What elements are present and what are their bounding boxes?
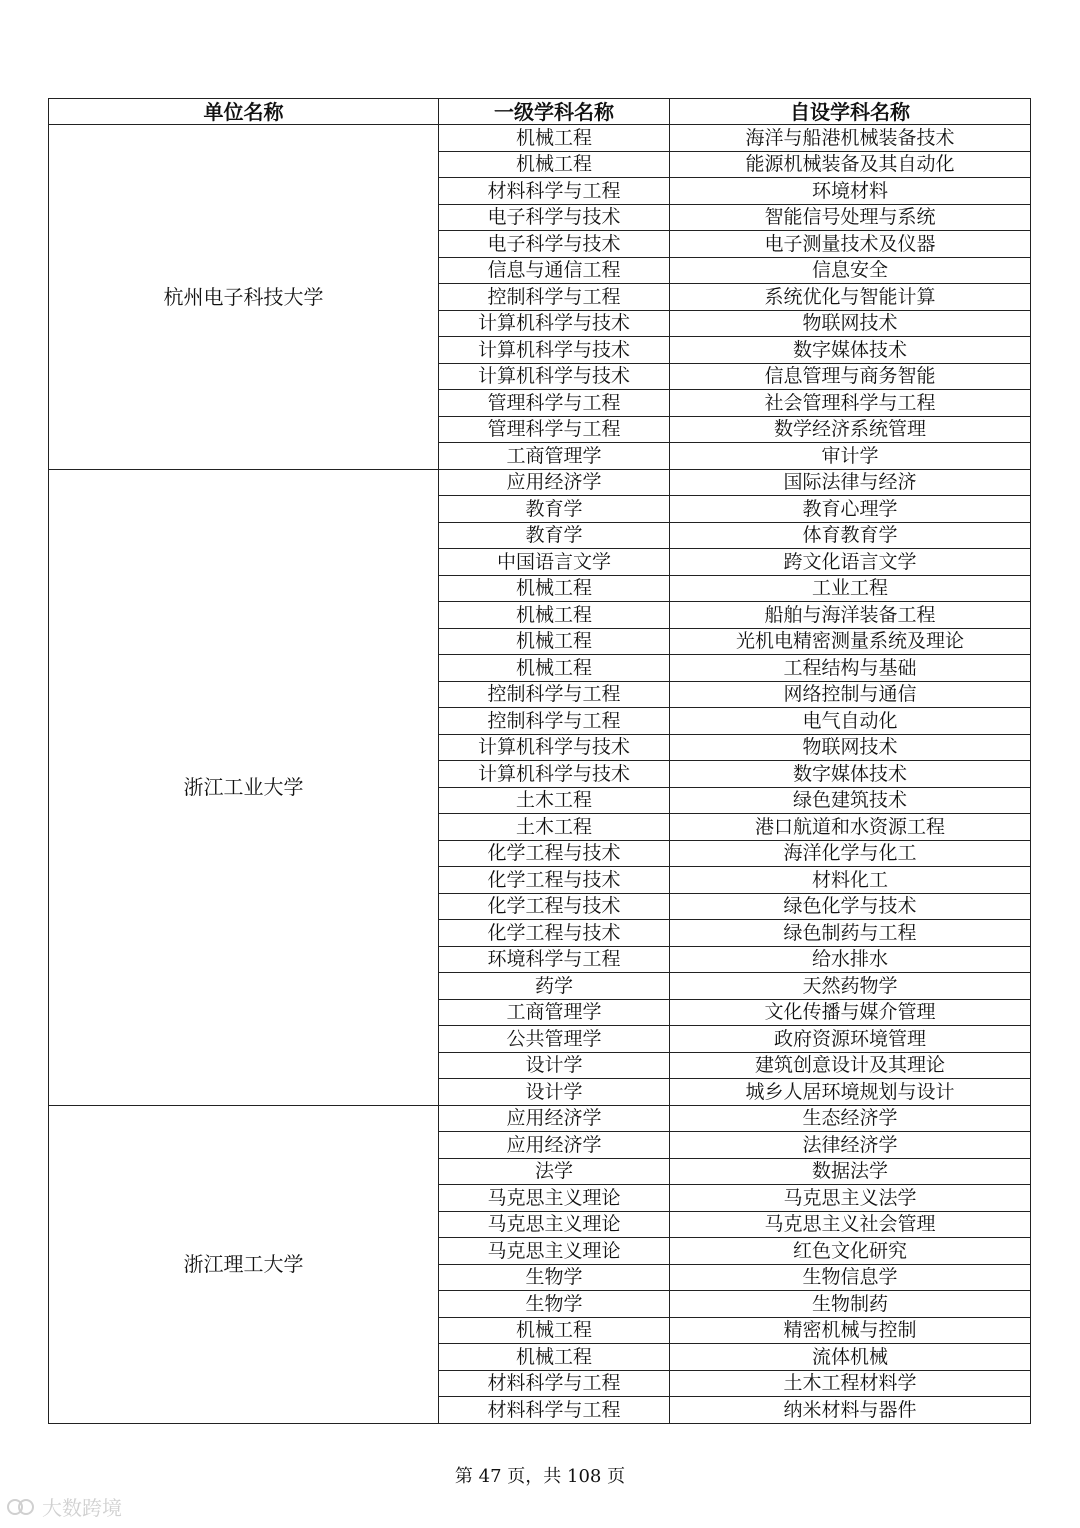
- unit-name-cell: 杭州电子科技大学: [49, 125, 439, 470]
- primary-discipline-cell: 计算机科学与技术: [439, 761, 670, 788]
- custom-discipline-cell: 政府资源环境管理: [670, 1026, 1031, 1053]
- custom-discipline-cell: 智能信号处理与系统: [670, 204, 1031, 231]
- custom-discipline-cell: 工业工程: [670, 575, 1031, 602]
- primary-discipline-cell: 机械工程: [439, 575, 670, 602]
- logo-icon: [6, 1496, 36, 1518]
- custom-discipline-cell: 生态经济学: [670, 1105, 1031, 1132]
- primary-discipline-cell: 中国语言文学: [439, 549, 670, 576]
- custom-discipline-cell: 光机电精密测量系统及理论: [670, 628, 1031, 655]
- custom-discipline-cell: 马克思主义法学: [670, 1185, 1031, 1212]
- primary-discipline-cell: 计算机科学与技术: [439, 337, 670, 364]
- primary-discipline-cell: 环境科学与工程: [439, 946, 670, 973]
- custom-discipline-cell: 数学经济系统管理: [670, 416, 1031, 443]
- primary-discipline-cell: 化学工程与技术: [439, 920, 670, 947]
- custom-discipline-cell: 信息管理与商务智能: [670, 363, 1031, 390]
- custom-discipline-cell: 船舶与海洋装备工程: [670, 602, 1031, 629]
- custom-discipline-cell: 法律经济学: [670, 1132, 1031, 1159]
- primary-discipline-cell: 生物学: [439, 1291, 670, 1318]
- custom-discipline-cell: 跨文化语言文学: [670, 549, 1031, 576]
- page-number: 第 47 页，共 108 页: [454, 1466, 626, 1487]
- primary-discipline-cell: 控制科学与工程: [439, 708, 670, 735]
- primary-discipline-cell: 生物学: [439, 1264, 670, 1291]
- primary-discipline-cell: 公共管理学: [439, 1026, 670, 1053]
- header-custom-discipline: 自设学科名称: [670, 99, 1031, 125]
- custom-discipline-cell: 港口航道和水资源工程: [670, 814, 1031, 841]
- primary-discipline-cell: 药学: [439, 973, 670, 1000]
- custom-discipline-cell: 文化传播与媒介管理: [670, 999, 1031, 1026]
- unit-name-cell: 浙江理工大学: [49, 1105, 439, 1423]
- primary-discipline-cell: 工商管理学: [439, 443, 670, 470]
- primary-discipline-cell: 计算机科学与技术: [439, 363, 670, 390]
- custom-discipline-cell: 物联网技术: [670, 310, 1031, 337]
- custom-discipline-cell: 流体机械: [670, 1344, 1031, 1371]
- custom-discipline-cell: 红色文化研究: [670, 1238, 1031, 1265]
- custom-discipline-cell: 网络控制与通信: [670, 681, 1031, 708]
- primary-discipline-cell: 信息与通信工程: [439, 257, 670, 284]
- custom-discipline-cell: 生物信息学: [670, 1264, 1031, 1291]
- custom-discipline-cell: 生物制药: [670, 1291, 1031, 1318]
- custom-discipline-cell: 天然药物学: [670, 973, 1031, 1000]
- primary-discipline-cell: 计算机科学与技术: [439, 734, 670, 761]
- primary-discipline-cell: 马克思主义理论: [439, 1185, 670, 1212]
- primary-discipline-cell: 设计学: [439, 1079, 670, 1106]
- primary-discipline-cell: 电子科学与技术: [439, 231, 670, 258]
- subject-table: [48, 98, 1031, 1424]
- custom-discipline-cell: 城乡人居环境规划与设计: [670, 1079, 1031, 1106]
- custom-discipline-cell: 给水排水: [670, 946, 1031, 973]
- watermark-text: 大数跨境: [42, 1496, 122, 1520]
- primary-discipline-cell: 化学工程与技术: [439, 893, 670, 920]
- primary-discipline-cell: 管理科学与工程: [439, 416, 670, 443]
- custom-discipline-cell: 体育教育学: [670, 522, 1031, 549]
- primary-discipline-cell: 材料科学与工程: [439, 178, 670, 205]
- primary-discipline-cell: 马克思主义理论: [439, 1238, 670, 1265]
- primary-discipline-cell: 机械工程: [439, 655, 670, 682]
- primary-discipline-cell: 机械工程: [439, 125, 670, 152]
- primary-discipline-cell: 法学: [439, 1158, 670, 1185]
- custom-discipline-cell: 国际法律与经济: [670, 469, 1031, 496]
- primary-discipline-cell: 控制科学与工程: [439, 284, 670, 311]
- custom-discipline-cell: 数字媒体技术: [670, 337, 1031, 364]
- header-unit: 单位名称: [49, 99, 439, 125]
- custom-discipline-cell: 建筑创意设计及其理论: [670, 1052, 1031, 1079]
- custom-discipline-cell: 数据法学: [670, 1158, 1031, 1185]
- table-row: [49, 125, 1031, 152]
- primary-discipline-cell: 应用经济学: [439, 469, 670, 496]
- primary-discipline-cell: 机械工程: [439, 1344, 670, 1371]
- primary-discipline-cell: 应用经济学: [439, 1132, 670, 1159]
- primary-discipline-cell: 控制科学与工程: [439, 681, 670, 708]
- primary-discipline-cell: 管理科学与工程: [439, 390, 670, 417]
- table-body: [49, 125, 1031, 1424]
- custom-discipline-cell: 信息安全: [670, 257, 1031, 284]
- custom-discipline-cell: 社会管理科学与工程: [670, 390, 1031, 417]
- primary-discipline-cell: 土木工程: [439, 814, 670, 841]
- custom-discipline-cell: 物联网技术: [670, 734, 1031, 761]
- primary-discipline-cell: 教育学: [439, 496, 670, 523]
- primary-discipline-cell: 材料科学与工程: [439, 1370, 670, 1397]
- primary-discipline-cell: 机械工程: [439, 151, 670, 178]
- custom-discipline-cell: 材料化工: [670, 867, 1031, 894]
- custom-discipline-cell: 绿色制药与工程: [670, 920, 1031, 947]
- primary-discipline-cell: 机械工程: [439, 628, 670, 655]
- primary-discipline-cell: 应用经济学: [439, 1105, 670, 1132]
- primary-discipline-cell: 化学工程与技术: [439, 840, 670, 867]
- custom-discipline-cell: 绿色化学与技术: [670, 893, 1031, 920]
- primary-discipline-cell: 土木工程: [439, 787, 670, 814]
- custom-discipline-cell: 数字媒体技术: [670, 761, 1031, 788]
- custom-discipline-cell: 绿色建筑技术: [670, 787, 1031, 814]
- primary-discipline-cell: 材料科学与工程: [439, 1397, 670, 1424]
- custom-discipline-cell: 纳米材料与器件: [670, 1397, 1031, 1424]
- primary-discipline-cell: 计算机科学与技术: [439, 310, 670, 337]
- custom-discipline-cell: 工程结构与基础: [670, 655, 1031, 682]
- table-row: [49, 469, 1031, 496]
- primary-discipline-cell: 马克思主义理论: [439, 1211, 670, 1238]
- header-primary-discipline: 一级学科名称: [439, 99, 670, 125]
- custom-discipline-cell: 系统优化与智能计算: [670, 284, 1031, 311]
- header-row: [49, 99, 1031, 125]
- custom-discipline-cell: 审计学: [670, 443, 1031, 470]
- primary-discipline-cell: 工商管理学: [439, 999, 670, 1026]
- custom-discipline-cell: 环境材料: [670, 178, 1031, 205]
- primary-discipline-cell: 化学工程与技术: [439, 867, 670, 894]
- watermark: [6, 1492, 122, 1521]
- primary-discipline-cell: 设计学: [439, 1052, 670, 1079]
- custom-discipline-cell: 马克思主义社会管理: [670, 1211, 1031, 1238]
- custom-discipline-cell: 教育心理学: [670, 496, 1031, 523]
- custom-discipline-cell: 电气自动化: [670, 708, 1031, 735]
- custom-discipline-cell: 能源机械装备及其自动化: [670, 151, 1031, 178]
- unit-name-cell: 浙江工业大学: [49, 469, 439, 1105]
- primary-discipline-cell: 机械工程: [439, 1317, 670, 1344]
- primary-discipline-cell: 教育学: [439, 522, 670, 549]
- custom-discipline-cell: 海洋化学与化工: [670, 840, 1031, 867]
- custom-discipline-cell: 电子测量技术及仪器: [670, 231, 1031, 258]
- custom-discipline-cell: 海洋与船港机械装备技术: [670, 125, 1031, 152]
- table-row: [49, 1105, 1031, 1132]
- custom-discipline-cell: 精密机械与控制: [670, 1317, 1031, 1344]
- custom-discipline-cell: 土木工程材料学: [670, 1370, 1031, 1397]
- primary-discipline-cell: 电子科学与技术: [439, 204, 670, 231]
- primary-discipline-cell: 机械工程: [439, 602, 670, 629]
